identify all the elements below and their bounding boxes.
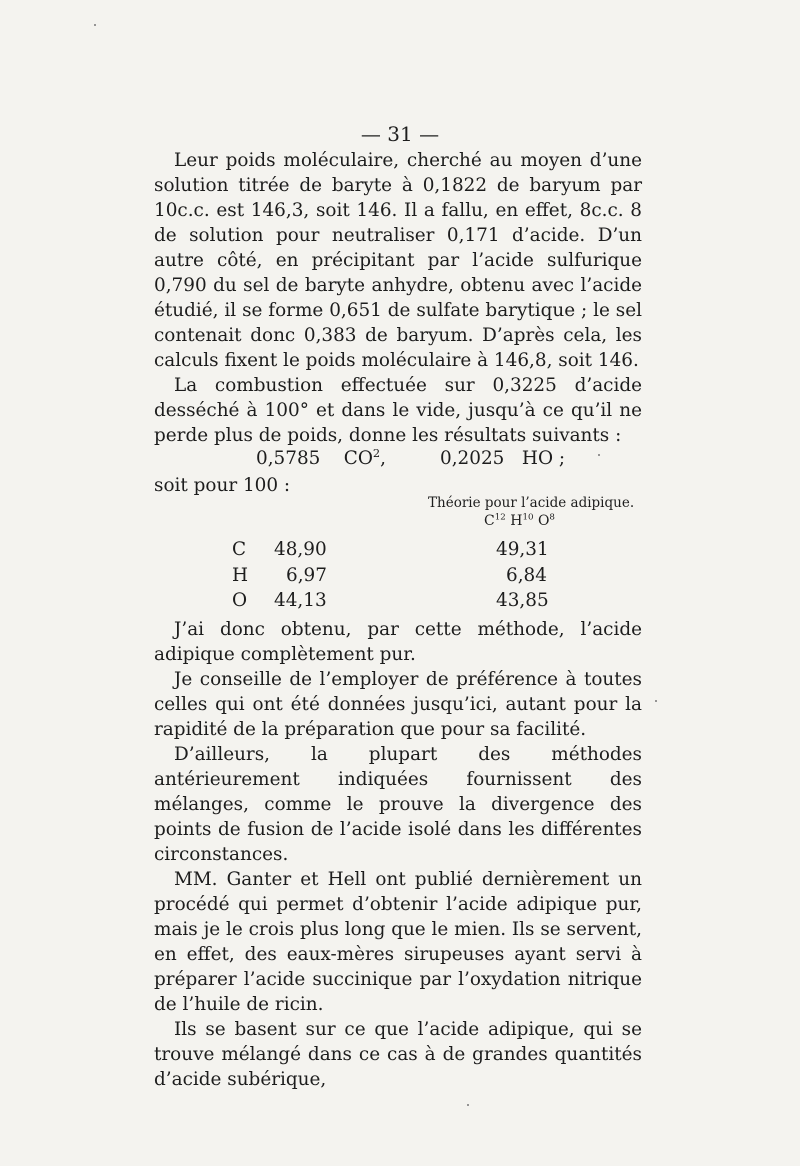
found-cell: 44,13 [274,590,327,611]
found-cell: 6,97 [286,565,327,586]
ho-value: 0,2025 [440,448,505,469]
element-cell: H [232,565,249,586]
paragraph-ganter-hell: MM. Ganter et Hell ont publié dernièrement un procédé qui permet d’obtenir l’acide adipique pur, mais je le crois plus long que le mien. Ils se servent, en effet, des eaux-mères sirupeuses ayant servi à préparer l’acide succinique par l’oxydation nitrique de l’huile de ricin. [154,869,642,1015]
page-number: — 31 — [360,122,440,146]
theory-heading: Théorie pour l’acide adipique. [428,495,635,511]
soit-pour-label: soit pour 100 : [154,475,291,496]
paper-speck [467,1104,469,1106]
found-cell: 48,90 [274,539,327,560]
co2-tail: , [380,448,387,469]
paragraph-previous-methods: D’ailleurs, la plupart des méthodes antérieurement indiquées fournissent des mélanges, comme le prouve la divergence des points de fusion de l’acide isolé dans les différentes circonstances. [154,744,642,865]
paper-speck [598,454,600,456]
co2-value: 0,5785 [256,448,321,469]
paragraph-result: J’ai donc obtenu, par cette méthode, l’acide adipique complètement pur. [154,619,642,665]
co2-label: CO [343,448,373,469]
lower-text-block [154,617,642,1092]
upper-text-block [154,148,642,448]
paragraph-suberic: Ils se basent sur ce que l’acide adipique, qui se trouve mélangé dans ce cas à de grandes quantités d’acide subérique, [154,1019,642,1090]
theory-cell: 6,84 [506,565,547,586]
element-cell: C [232,539,247,560]
paragraph-molecular-weight: Leur poids moléculaire, cherché au moyen d’une solution titrée de baryte à 0,1822 de baryum par 10c.c. est 146,3, soit 146. Il a fallu, en effet, 8c.c. 8 de solution pour neutraliser 0,171 d’acide. D’un autre côté, en précipitant par l’acide sulfurique 0,790 du sel de baryte anhydre, obtenu avec l’acide étudié, il se forme 0,651 de sulfate barytique ; le sel contenait donc 0,383 de baryum. D’après cela, les calculs fixent le poids moléculaire à 146,8, soit 146. [154,150,642,371]
element-cell: O [232,590,248,611]
ho-label: HO ; [521,448,566,469]
adipic-formula: $C^{12}$ $H^{10}$ $O^8$ [484,512,555,529]
theory-cell: 43,85 [496,590,549,611]
co2-measurement [256,446,386,471]
paper-speck [94,24,96,26]
paragraph-combustion: La combustion effectuée sur 0,3225 d’acide desséché à 100° et dans le vide, jusqu’à ce qu’il ne perde plus de poids, donne les résultats suivants : [154,375,642,446]
paragraph-recommendation: Je conseille de l’employer de préférence à toutes celles qui ont été données jusqu’ici, autant pour la rapidité de la préparation que pour sa facilité. [154,669,642,740]
ho-measurement [440,446,565,471]
theory-cell: 49,31 [496,539,549,560]
co2-subscript: 2 [372,445,381,460]
paper-speck [655,700,657,702]
